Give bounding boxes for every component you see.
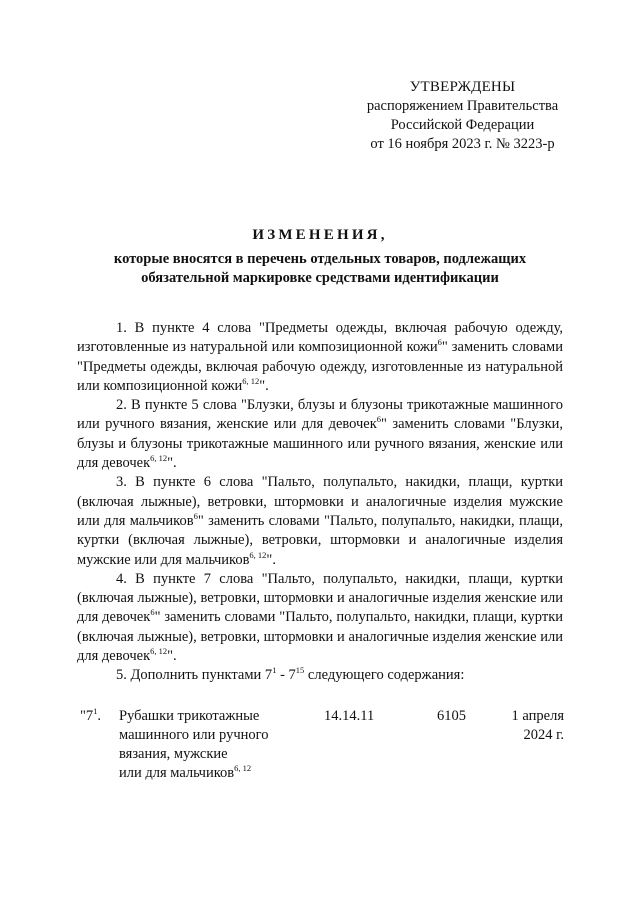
tnved-code: 6105 [437,708,466,724]
amendment-item-5: 5. Дополнить пунктами $7^1 - 7^{15}$ следующего содержания: [116,665,465,684]
amendment-item-1: 1. В пункте 4 слова "Предметы одежды, включая рабочую одежду, изготовленные из натуральной или композиционной кожи$^6$" заменить словами "Предметы одежды, включая рабочую одежду, изготовленные из натуральной или композиционной кожи$^{6, 12}$". [77,320,563,394]
document-subtitle: которые вносятся в перечень отдельных товаров, подлежащих обязательной маркировке средствами идентификации [113,251,527,286]
effective-date: 1 апреля 2024 г. [511,708,564,743]
okpd-code: 14.14.11 [324,708,375,724]
row-number: "$7^1$. [80,706,102,724]
amendment-item-2: 2. В пункте 5 слова "Блузки, блузы и блузоны трикотажные машинного или ручного вязания, женские или для девочек$^6$" заменить словами "Блузки, блузы и блузоны трикотажные машинного или ручного вязания, женские или для девочек$^{6, 12}$". [77,397,564,472]
amendment-item-3: 3. В пункте 6 слова "Пальто, полупальто, накидки, плащи, куртки (включая лыжные), ветровки, штормовки и аналогичные изделия мужские или для мальчиков$^6$" заменить словами "Пальто, полупальто, накидки, плащи, куртки (включая лыжные), ветровки, штормовки и аналогичные изделия мужские или для мальчиков$^{6, 12}$". [77,474,563,568]
approval-line: от 16 ноября 2023 г. № 3223-р [370,136,555,152]
approval-line: распоряжением Правительства [366,98,559,114]
document-title: ИЗМЕНЕНИЯ, [252,227,388,243]
approval-stamp [350,78,575,154]
approval-line: Российской Федерации [390,117,535,133]
approval-heading: УТВЕРЖДЕНЫ [409,79,516,95]
amendment-item-4: 4. В пункте 7 слова "Пальто, полупальто, накидки, плащи, куртки (включая лыжные), ветровки, штормовки и аналогичные изделия женские или для девочек$^6$" заменить словами "Пальто, полупальто, накидки, плащи, куртки (включая лыжные), ветровки, штормовки и аналогичные изделия женские или для девочек$^{6, 12}$". [77,570,564,665]
product-name: Рубашки трикотажные машинного или ручного вязания, мужские или для мальчиков$^{6, 12}$ [119,708,269,781]
amendments-list [77,319,563,686]
